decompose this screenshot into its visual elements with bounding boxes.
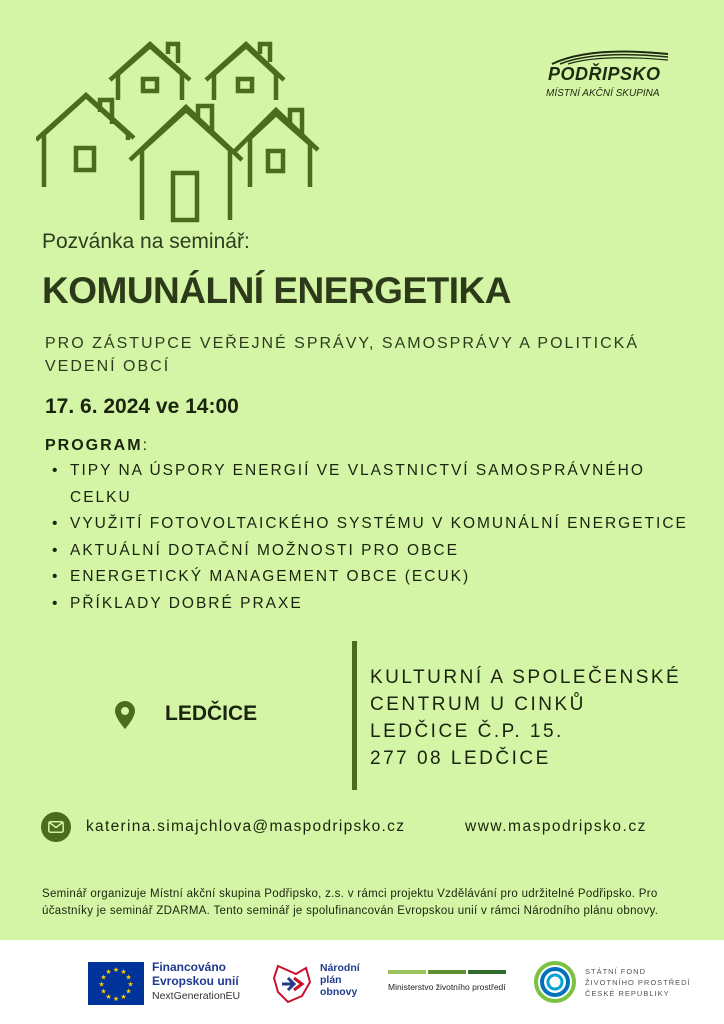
sfzp-line: STÁTNÍ FOND <box>585 967 646 976</box>
email-link[interactable]: katerina.simajchlova@maspodripsko.cz <box>86 818 406 835</box>
sfzp-logo-icon <box>533 958 577 1006</box>
logo-swoosh-icon <box>550 44 670 66</box>
program-list <box>48 458 688 617</box>
mzp-label: Ministerstvo životního prostředí <box>388 982 506 992</box>
svg-text:★: ★ <box>105 968 112 976</box>
svg-text:★: ★ <box>105 993 112 1001</box>
svg-text:★: ★ <box>98 980 105 989</box>
program-heading-label: PROGRAM <box>45 437 143 454</box>
svg-text:★: ★ <box>125 987 132 996</box>
footer-note: Seminář organizuje Místní akční skupina Podřipsko, z.s. v rámci projektu Vzdělávání pro udržitelné Podřipsko. Pro účastníky je seminář ZDARMA. Tento seminář je spolufinancován Evropskou unií v rámci Národního plánu obnovy. <box>42 888 659 917</box>
svg-text:★: ★ <box>112 966 120 974</box>
invite-line: Pozvánka na seminář: <box>42 230 250 253</box>
logo-name: PODŘIPSKO <box>548 64 661 84</box>
program-heading-colon: : <box>142 437 150 454</box>
eu-line: Financováno <box>152 960 227 974</box>
location-pin-icon <box>115 701 135 729</box>
event-datetime: 17. 6. 2024 ve 14:00 <box>45 395 239 418</box>
sfzp-line: ŽIVOTNÍHO PROSTŘEDÍ <box>585 978 691 987</box>
eu-flag-icon <box>88 962 144 1005</box>
podripsko-logo <box>540 44 680 104</box>
eu-line: Evropskou unií <box>152 974 239 988</box>
page-title: KOMUNÁLNÍ ENERGETIKA <box>42 270 511 311</box>
houses-icon <box>36 40 326 225</box>
npo-label <box>320 962 360 998</box>
svg-text:★: ★ <box>127 980 134 989</box>
program-heading <box>45 437 149 455</box>
svg-text:★: ★ <box>112 995 120 1003</box>
sponsor-logos <box>0 940 724 1024</box>
program-item: • VYUŽITÍ FOTOVOLTAICKÉHO SYSTÉMU V KOMUNÁLNÍ ENERGETICE <box>48 511 688 538</box>
svg-text:★: ★ <box>120 968 127 976</box>
npo-line: Národní <box>320 962 360 974</box>
mail-icon <box>41 812 71 842</box>
divider <box>352 641 357 790</box>
program-item: • TIPY NA ÚSPORY ENERGIÍ VE VLASTNICTVÍ SAMOSPRÁVNÉHO CELKU <box>48 458 688 511</box>
venue-line: CENTRUM U CINKŮ <box>370 694 586 715</box>
sfzp-line: ČESKÉ REPUBLIKY <box>585 989 670 998</box>
venue-line: KULTURNÍ A SPOLEČENSKÉ <box>370 667 682 688</box>
svg-text:★: ★ <box>125 973 132 982</box>
svg-text:★: ★ <box>120 993 127 1001</box>
npo-line: obnovy <box>320 986 358 998</box>
program-item: • ENERGETICKÝ MANAGEMENT OBCE (ECUK) <box>48 564 688 591</box>
svg-text:★: ★ <box>100 973 107 982</box>
program-item: • AKTUÁLNÍ DOTAČNÍ MOŽNOSTI PRO OBCE <box>48 538 688 565</box>
event-place: LEDČICE <box>165 702 258 725</box>
mzp-logo <box>388 970 506 992</box>
sfzp-label <box>585 966 691 999</box>
mzp-bars <box>388 970 506 974</box>
website-link[interactable]: www.maspodripsko.cz <box>465 818 647 835</box>
eu-line: NextGenerationEU <box>152 990 241 1002</box>
venue-line: 277 08 LEDČICE <box>370 748 551 769</box>
eu-funding-label <box>152 960 240 1003</box>
npo-logo-icon <box>272 962 314 1006</box>
venue-line: LEDČICE Č.P. 15. <box>370 721 564 742</box>
svg-text:★: ★ <box>100 987 107 996</box>
venue-address <box>370 664 681 772</box>
npo-line: plán <box>320 974 342 986</box>
program-item: • PŘÍKLADY DOBRÉ PRAXE <box>48 591 688 618</box>
target-audience: PRO ZÁSTUPCE VEŘEJNÉ SPRÁVY, SAMOSPRÁVY A POLITICKÁ VEDENÍ OBCÍ <box>45 335 640 375</box>
logo-subtitle: MÍSTNÍ AKČNÍ SKUPINA <box>546 88 660 99</box>
